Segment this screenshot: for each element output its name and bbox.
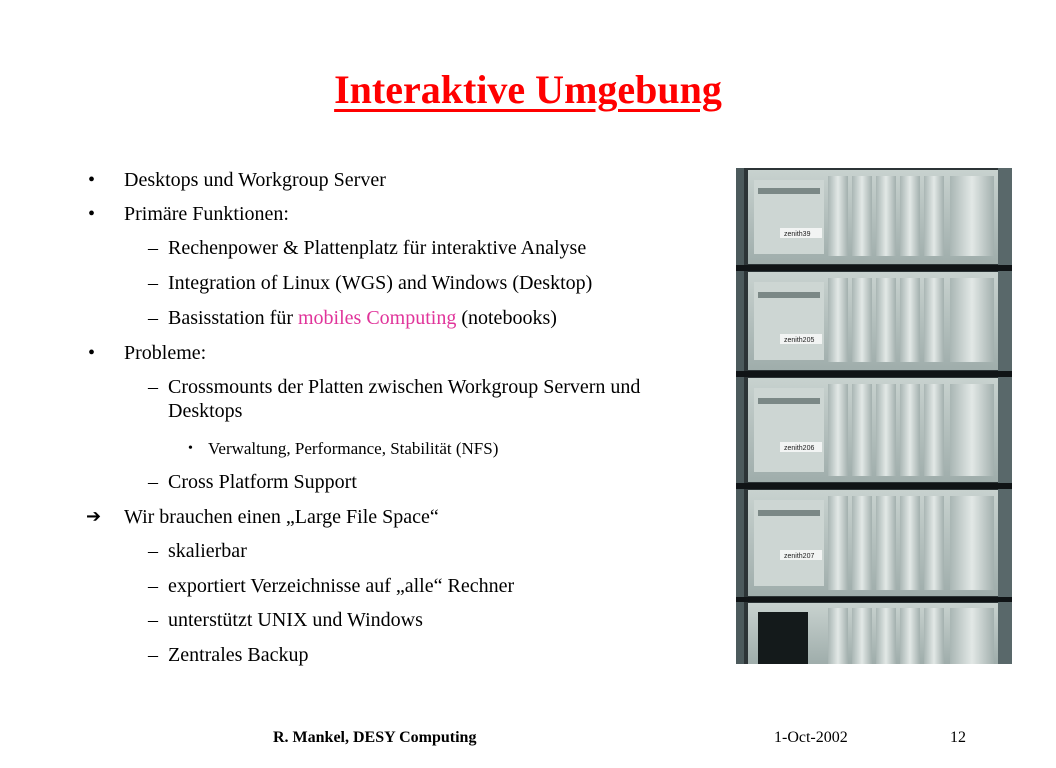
list-item-text: Cross Platform Support: [168, 471, 357, 493]
text-segment: Basisstation für: [168, 307, 298, 329]
bullet-marker: •: [88, 342, 96, 364]
arrow-right-icon: ➔: [86, 506, 102, 527]
list-item-text: Desktops und Workgroup Server: [124, 169, 386, 191]
list-item-text: Wir brauchen einen „Large File Space“: [124, 506, 439, 528]
footer-date: 1-Oct-2002: [774, 729, 848, 746]
server-unit: [748, 603, 998, 664]
bullet-marker: •: [88, 203, 96, 225]
dash-marker: –: [148, 540, 158, 562]
list-item-text: skalierbar: [168, 540, 247, 562]
list-item-text: Integration of Linux (WGS) and Windows (Desktop): [168, 272, 593, 294]
server-rack-photo: [736, 168, 1012, 664]
dash-marker: –: [148, 644, 158, 666]
small-bullet-marker: •: [188, 441, 193, 456]
list-item-text: Verwaltung, Performance, Stabilität (NFS): [208, 439, 499, 458]
slide-title: Interaktive Umgebung: [334, 67, 722, 112]
list-item-text: Crossmounts der Platten zwischen Workgroup Servern und Desktops: [168, 376, 641, 422]
server-label-text: zenith206: [784, 445, 815, 452]
bullet-marker: •: [88, 169, 96, 191]
server-label-text: zenith207: [784, 553, 815, 560]
dash-marker: –: [148, 237, 158, 259]
server-unit: [748, 272, 998, 370]
dash-marker: –: [148, 471, 158, 493]
server-label-text: zenith39: [784, 231, 811, 238]
list-item-text: [168, 306, 708, 330]
dash-marker: –: [148, 272, 158, 294]
list-item-text: Primäre Funktionen:: [124, 203, 289, 225]
text-segment: (notebooks): [456, 307, 557, 329]
server-label-text: zenith205: [784, 337, 815, 344]
list-item-text: Rechenpower & Plattenplatz für interaktive Analyse: [168, 237, 587, 259]
dash-marker: –: [148, 575, 158, 597]
list-item-text: Zentrales Backup: [168, 644, 309, 666]
highlighted-text: mobiles Computing: [298, 307, 457, 329]
list-item-text: Probleme:: [124, 342, 207, 364]
server-unit: [748, 490, 998, 596]
list-item-text: unterstützt UNIX und Windows: [168, 609, 423, 631]
dash-marker: –: [148, 307, 158, 329]
list-item-text: exportiert Verzeichnisse auf „alle“ Rechner: [168, 575, 515, 597]
dash-marker: –: [148, 376, 158, 398]
page-number: 12: [950, 729, 966, 746]
footer-author: R. Mankel, DESY Computing: [273, 729, 477, 746]
server-unit: [748, 378, 998, 482]
dash-marker: –: [148, 609, 158, 631]
server-unit: [748, 170, 998, 264]
